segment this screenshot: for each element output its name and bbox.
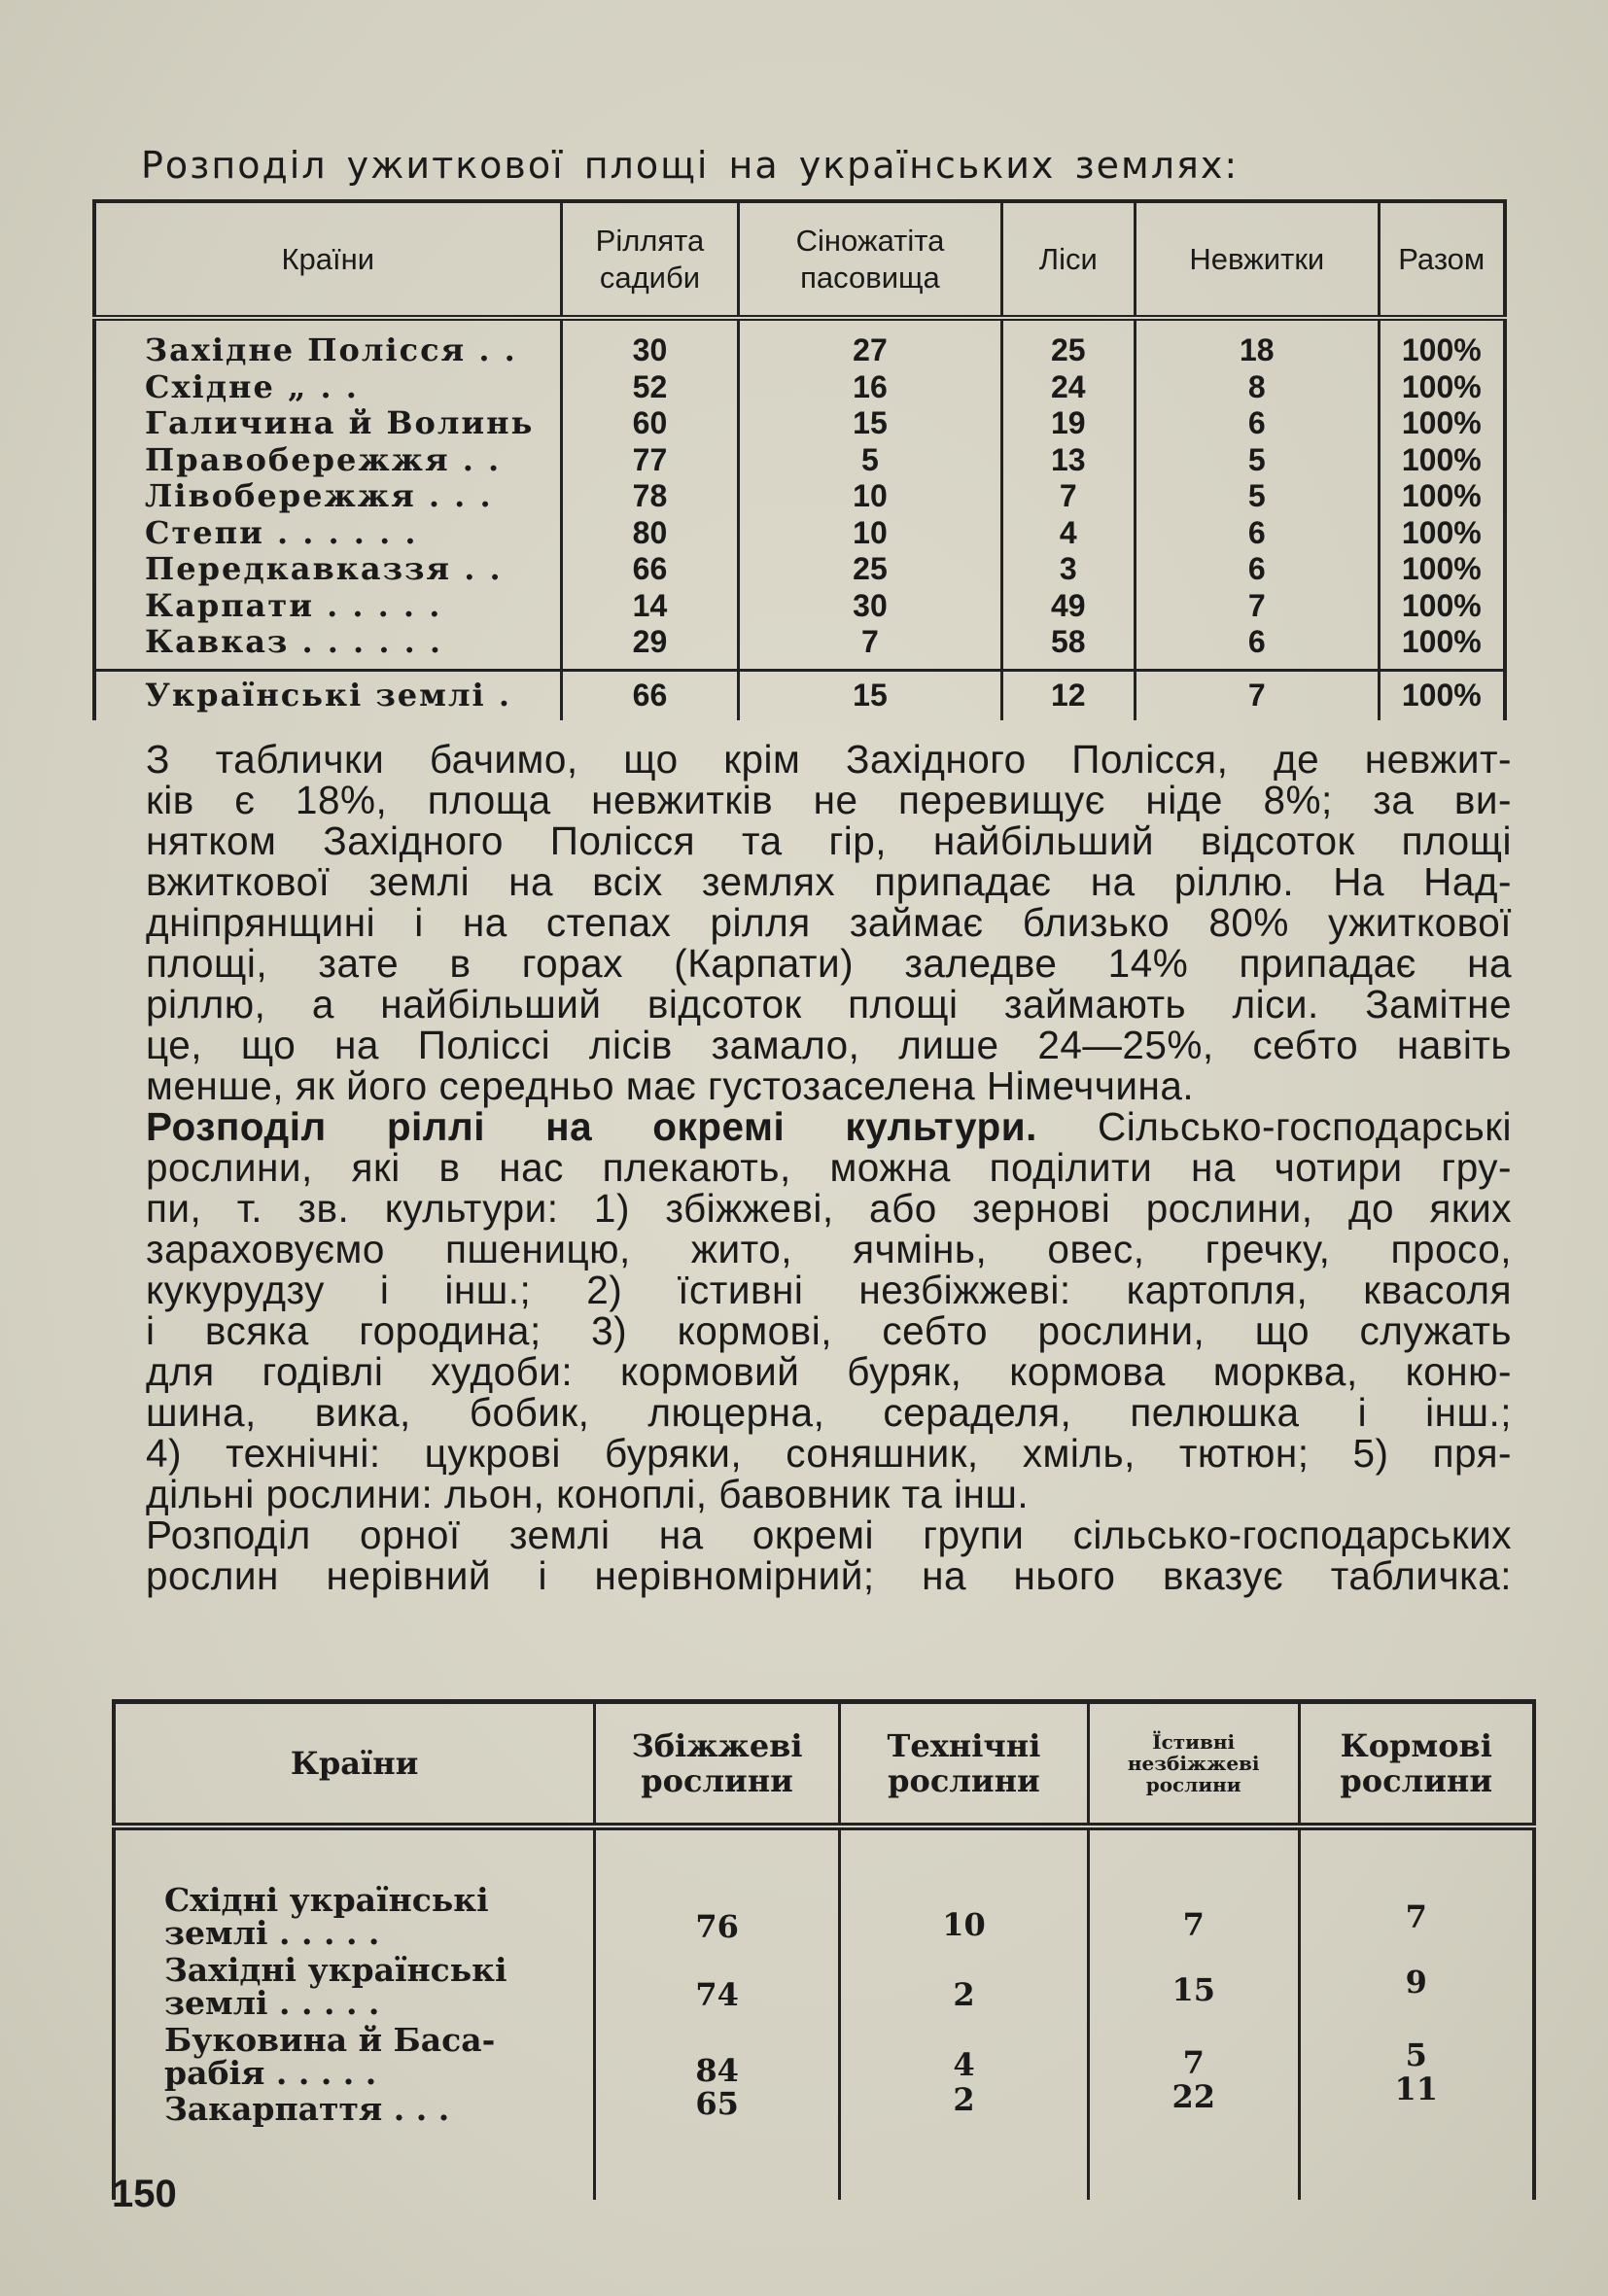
header-meadows: Сіножатіта пасовища [739,201,1001,318]
col-meadows: 27 16 15 5 10 10 25 30 7 [739,318,1001,670]
table1-header-row [94,201,1505,318]
t2-country: Західні українські землі . . . . . [164,1951,507,2022]
table1-body [94,318,1505,670]
t2-country: Буковина й Баса- рабія . . . . . [164,2021,496,2092]
t2-header-edible: Їстивні незбіжжеві рослини [1088,1702,1299,1827]
t2-country: Східні українські землі . . . . . [164,1881,489,1952]
header-waste: Невжитки [1135,201,1379,318]
total-country: Українські землі . [94,670,561,720]
table1-title: Розподіл ужиткової площі на українських землях: [141,144,1240,187]
crop-distribution-table [112,1699,1536,2200]
paragraph-2: Розподіл ріллі на окремі культури. Сільсько-господарські рослини, які в нас плекають, можна поділити на чотири гру- пи, т. зв. культури: 1) збіжжеві, або зернові рослини, до яких зараховуємо пшеницю, жито, ячмінь, овес, гречку, просо, кукурудзу і інш.; 2) їстивні незбіжжеві: картопля, квасоля і всяка городина; 3) кормові, себто рослини, що служать для годівлі худоби: кормовий буряк, кормова морква, коню- шина, вика, бобик, люцерна, сераделя, пелюшка і інш.; 4) технічні: цукрові буряки, соняшник, хміль, тютюн; 5) пря- дільні рослини: льон, коноплі, бавовник та інш. [146,1104,1512,1516]
country-name: Східне „ . . [145,367,359,405]
total-forests: 12 [1001,670,1135,720]
col-arable: 30 52 60 77 78 80 66 14 29 [561,318,739,670]
header-total: Разом [1379,201,1505,318]
paragraph-3: Розподіл орної землі на окремі групи сільсько-господарських рослин нерівний і нерівномірний; на нього вказує табличка: [146,1513,1512,1598]
section-heading: Розподіл ріллі на окремі культури. [146,1104,1037,1149]
col-forests: 25 24 19 13 7 4 3 49 58 [1001,318,1135,670]
country-name: Західне Полісся . . [145,331,517,368]
country-name: Галичина й Волинь [145,404,535,441]
header-arable: Ріллята садиби [561,201,739,318]
country-name: Лівобережжя . . . [145,477,493,514]
total-meadows: 15 [739,670,1001,720]
col-countries [94,318,561,670]
land-use-table [92,199,1507,720]
t2-col-technical: 10 2 4 2 [840,1826,1089,2200]
table2-header-row [114,1702,1534,1827]
page-number: 150 [112,2173,177,2215]
body-text [146,739,1512,1596]
table1-total-row [94,670,1505,720]
total-arable: 66 [561,670,739,720]
t2-header-fodder: Кормові рослини [1299,1702,1534,1827]
header-forests: Ліси [1001,201,1135,318]
col-waste: 18 8 6 5 5 6 6 7 6 [1135,318,1379,670]
total-total: 100% [1379,670,1505,720]
table2-body [114,1826,1534,2200]
t2-col-countries [114,1826,595,2200]
t2-header-countries: Країни [114,1702,595,1827]
t2-header-grain: Збіжжеві рослини [595,1702,840,1827]
country-name: Кавказ . . . . . . [145,623,443,660]
t2-col-grain: 76 74 84 65 [595,1826,840,2200]
country-name: Карпати . . . . . [145,586,442,624]
country-name: Правобережжя . . [145,440,502,478]
total-waste: 7 [1135,670,1379,720]
t2-col-edible: 7 15 7 22 [1088,1826,1299,2200]
t2-country: Закарпаття . . . [164,2090,450,2128]
country-name: Передкавказзя . . [145,550,503,587]
header-countries: Країни [94,201,561,318]
country-name: Степи . . . . . . [145,513,418,551]
paragraph-1: З таблички бачимо, що крім Західного Полісся, де невжит- ків є 18%, площа невжитків не перевищує ніде 8%; за ви- нятком Західного Полісся та гір, найбільший відсоток площі вжиткової землі на всіх землях припадає на ріллю. На Над- дніпрянщині і на степах рілля займає близько 80% ужиткової площі, зате в горах (Карпати) заледве 14% припадає на ріллю, а найбільший відсоток площі займають ліси. Замітне це, що на Поліссі лісів замало, лише 24—25%, себто навіть менше, як його середньо має густозаселена Німеччина. [146,737,1512,1108]
col-total: 100% 100% 100% 100% 100% 100% 100% 100% 100% [1379,318,1505,670]
t2-col-fodder: 7 9 5 11 [1299,1826,1534,2200]
t2-header-technical: Технічні рослини [840,1702,1089,1827]
